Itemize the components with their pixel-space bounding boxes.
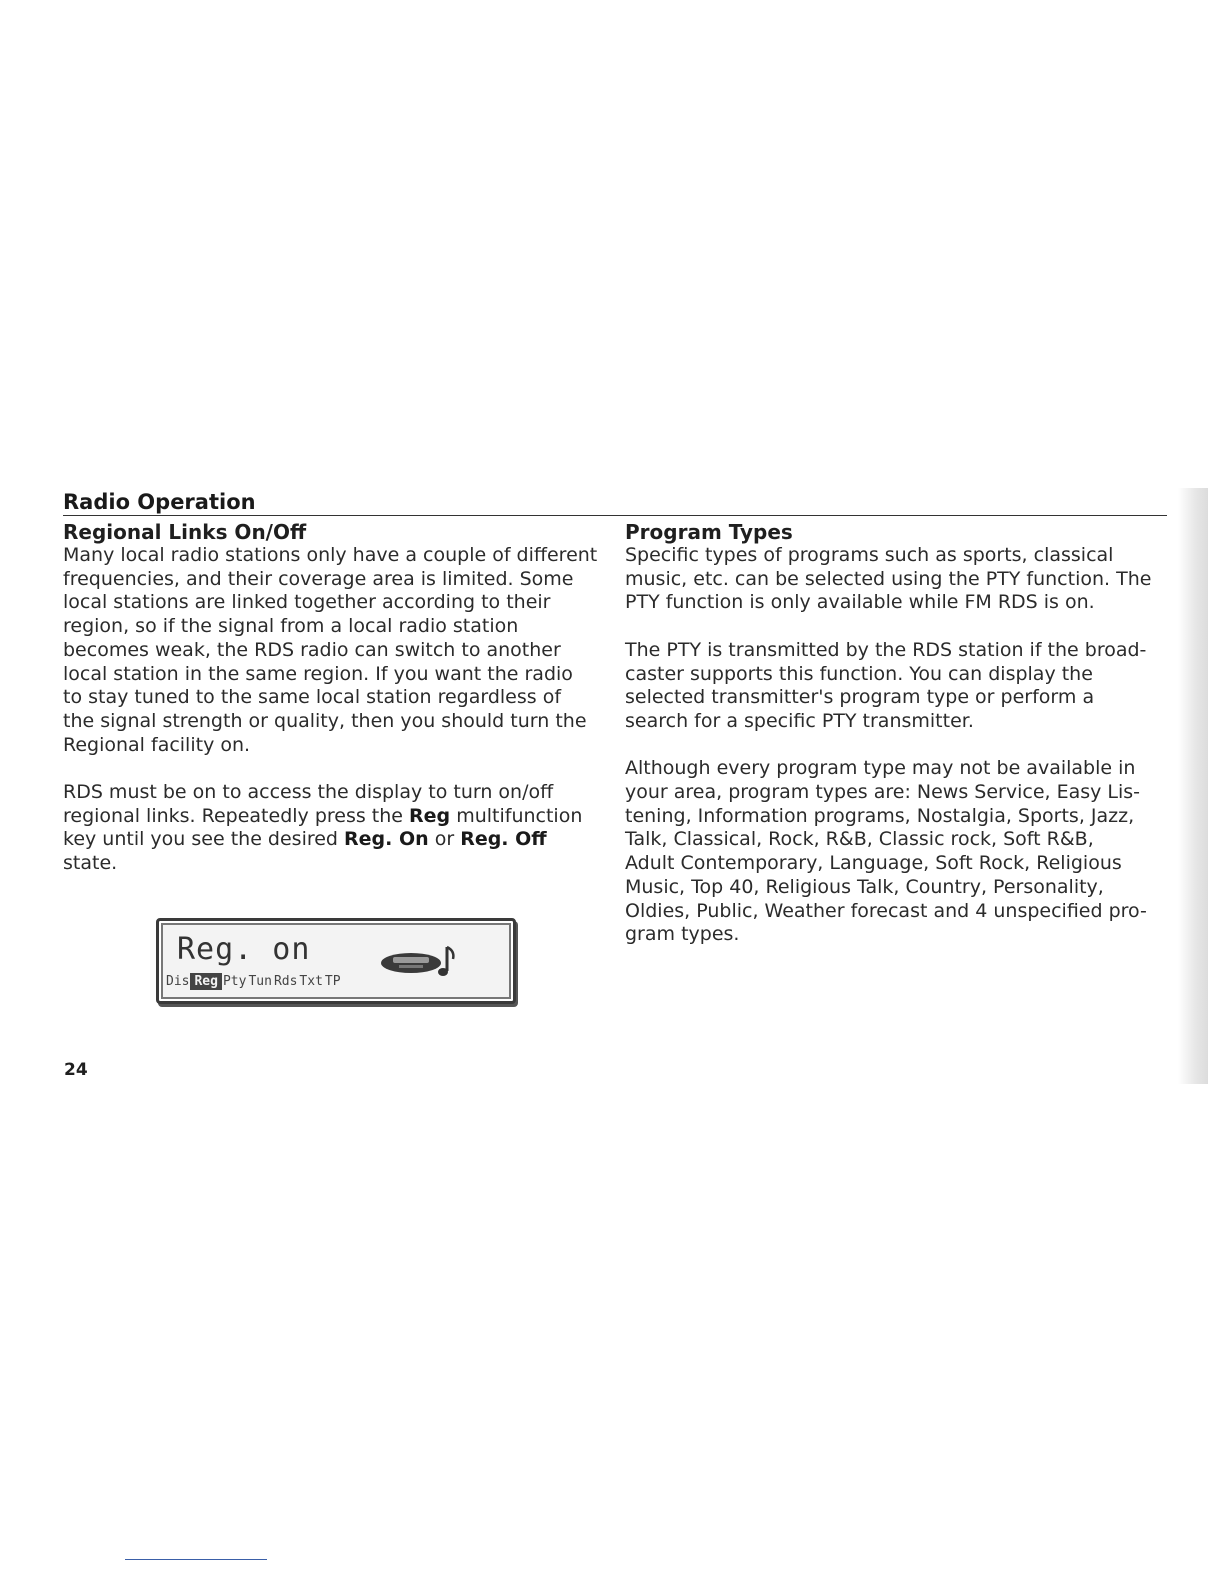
footer-rule (125, 1559, 267, 1560)
display-tab-rds: Rds (273, 974, 298, 989)
display-tab-dis: Dis (166, 974, 190, 989)
regional-links-heading: Regional Links On/Off (63, 520, 307, 544)
regional-links-paragraph-1: Many local radio stations only have a couple of different frequencies, and their coverage area is limited. Some local stations are linked together according to their region, so if the signal from a local radio station becomes weak, the RDS radio can switch to another local station in the same region. If you want the radio to stay tuned to the same local station regardless of the signal strength or quality, then you should turn the Regional facility on. (63, 544, 598, 756)
page-number: 24 (64, 1060, 88, 1080)
radio-display-illustration (156, 918, 516, 1004)
reg-off-label: Reg. Off (460, 828, 547, 851)
cassette-music-icon (379, 941, 459, 981)
program-types-heading: Program Types (625, 520, 793, 544)
right-column (625, 520, 1185, 971)
program-types-paragraph-1: Specific types of programs such as sports, classical music, etc. can be selected using the PTY function. The PTY function is only available while FM RDS is on. (625, 544, 1152, 614)
display-tab-reg: Reg (190, 973, 221, 990)
display-function-tabs (165, 973, 342, 990)
p2-text-a: RDS must be on to access the display to turn on/off regional links. Repeatedly press the (63, 781, 554, 827)
title-rule (63, 515, 1167, 516)
p2-text-b: multifunction key until you see the desired (63, 804, 583, 851)
display-tab-tp: TP (324, 974, 341, 989)
display-main-text: Reg. on (177, 932, 311, 967)
left-column (63, 520, 623, 900)
reg-on-label: Reg. On (344, 828, 429, 851)
display-tab-tun: Tun (248, 974, 272, 989)
section-title: Radio Operation (63, 490, 256, 514)
p2-text-or: or (428, 828, 461, 851)
display-tab-pty: Pty (222, 974, 247, 989)
regional-links-paragraph-2 (63, 781, 623, 876)
display-tab-txt: Txt (299, 974, 323, 989)
p2-text-c: state. (63, 852, 118, 875)
program-types-paragraph-3: Although every program type may not be available in your area, program types are: News Service, Easy Lis- tening, Information programs, Nostalgia, Sports, Jazz, Talk, Classical, Rock, R&B, Classic rock, Soft R&B, Adult Contemporary, Language, Soft Rock, Religious Music, Top 40, Religious Talk, Country, Personality, Oldies, Public, Weather forecast and 4 unspecified pro- gram types. (625, 757, 1147, 946)
reg-key-label: Reg (409, 804, 451, 827)
program-types-paragraph-2: The PTY is transmitted by the RDS station if the broad- caster supports this function. You can display the selected transmitter's program type or perform a search for a specific PTY transmitter. (625, 638, 1147, 732)
